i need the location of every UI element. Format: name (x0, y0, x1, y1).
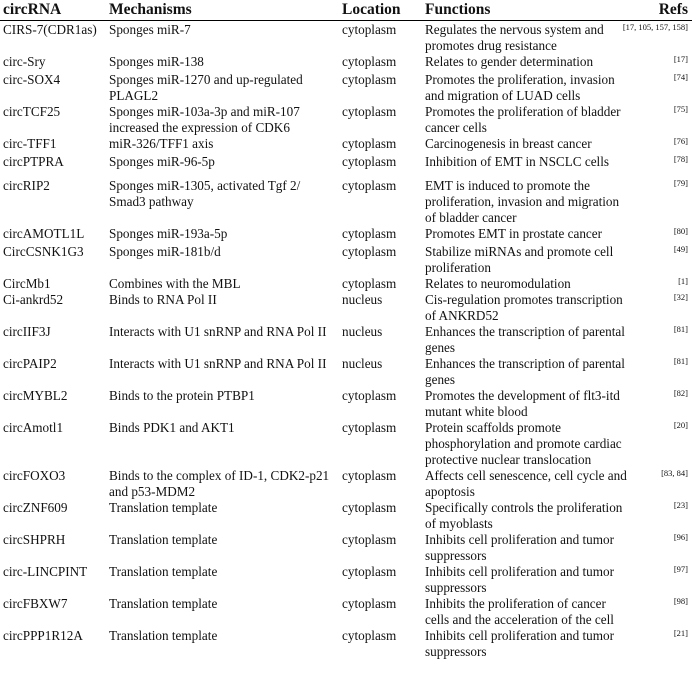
cell-mechanisms: Sponges miR-181b/d (109, 244, 221, 259)
header-circrna: circRNA (3, 1, 62, 18)
cell-functions: Promotes the proliferation, invasion and migration of LUAD cells (425, 72, 615, 103)
cell-location: nucleus (342, 292, 383, 307)
cell-mechanisms: Binds to the protein PTBP1 (109, 388, 255, 403)
cell-circrna: circFBXW7 (3, 596, 68, 611)
cell-location: cytoplasm (342, 154, 397, 169)
cell-functions: Enhances the transcription of parental genes (425, 324, 625, 355)
cell-circrna: circPAIP2 (3, 356, 57, 371)
cell-mechanisms: Translation template (109, 532, 218, 547)
cell-location: nucleus (342, 356, 383, 371)
cell-functions: Specifically controls the proliferation of myoblasts (425, 500, 623, 531)
cell-mechanisms: Combines with the MBL (109, 276, 241, 291)
cell-location: cytoplasm (342, 276, 397, 291)
cell-location: cytoplasm (342, 564, 397, 579)
cell-circrna: circFOXO3 (3, 468, 66, 483)
cell-functions: Promotes EMT in prostate cancer (425, 226, 603, 241)
cell-circrna: Ci-ankrd52 (3, 292, 64, 307)
cell-location: cytoplasm (342, 388, 397, 403)
cell-circrna: circ-LINCPINT (3, 564, 88, 579)
cell-circrna: circRIP2 (3, 178, 50, 193)
cell-functions: Inhibits the proliferation of cancer cells and the acceleration of the cell (425, 596, 614, 627)
table-header (0, 0, 692, 21)
cell-location: cytoplasm (342, 104, 397, 119)
cell-location: cytoplasm (342, 500, 397, 515)
cell-location: cytoplasm (342, 226, 397, 241)
cell-functions: Inhibits cell proliferation and tumor suppressors (425, 628, 614, 659)
cell-refs: [20] (673, 420, 688, 430)
header-rule (0, 20, 692, 21)
cell-refs: [97] (673, 564, 688, 574)
cell-refs: [75] (673, 104, 688, 114)
cell-mechanisms: Sponges miR-7 (109, 22, 191, 37)
cell-mechanisms: Sponges miR-193a-5p (109, 226, 228, 241)
cell-refs: [78] (673, 154, 688, 164)
cell-mechanisms: Binds to the complex of ID-1, CDK2-p21 and p53-MDM2 (109, 468, 330, 499)
cell-refs: [17, 105, 157, 158] (622, 22, 688, 32)
header-location: Location (342, 1, 401, 18)
cell-refs: [1] (678, 276, 688, 286)
cell-functions: Stabilize miRNAs and promote cell proliferation (425, 244, 614, 275)
cell-location: cytoplasm (342, 72, 397, 87)
cell-location: nucleus (342, 324, 383, 339)
cell-mechanisms: Sponges miR-138 (109, 54, 204, 69)
cell-mechanisms: Binds to RNA Pol II (109, 292, 217, 307)
cell-location: cytoplasm (342, 136, 397, 151)
cell-functions: Relates to neuromodulation (425, 276, 571, 291)
cell-mechanisms: Translation template (109, 564, 218, 579)
cell-refs: [98] (673, 596, 688, 606)
cell-functions: Promotes the development of flt3-itd mutant white blood (425, 388, 620, 419)
cell-refs: [49] (673, 244, 688, 254)
cell-functions: Regulates the nervous system and promotes drug resistance (425, 22, 604, 53)
cell-location: cytoplasm (342, 596, 397, 611)
cell-mechanisms: Sponges miR-1270 and up-regulated PLAGL2 (109, 72, 303, 103)
cell-location: cytoplasm (342, 54, 397, 69)
cell-refs: [23] (673, 500, 688, 510)
cell-mechanisms: Binds PDK1 and AKT1 (109, 420, 235, 435)
cell-functions: Relates to gender determination (425, 54, 594, 69)
cell-refs: [81] (673, 324, 688, 334)
cell-circrna: circIIF3J (3, 324, 51, 339)
cell-refs: [17] (673, 54, 688, 64)
cell-functions: Inhibits cell proliferation and tumor suppressors (425, 532, 614, 563)
cell-functions: Inhibits cell proliferation and tumor suppressors (425, 564, 614, 595)
cell-mechanisms: Translation template (109, 628, 218, 643)
cell-refs: [83, 84] (661, 468, 688, 478)
cell-refs: [74] (673, 72, 688, 82)
header-functions: Functions (425, 1, 491, 18)
header-refs: Refs (658, 1, 688, 18)
cell-functions: Protein scaffolds promote phosphorylation and promote cardiac protective nuclear translocation (425, 420, 622, 467)
cell-functions: Affects cell senescence, cell cycle and apoptosis (425, 468, 627, 499)
cell-circrna: CIRS-7(CDR1as) (3, 22, 97, 37)
cell-circrna: CircMb1 (3, 276, 51, 291)
cell-circrna: circ-Sry (3, 54, 46, 69)
cell-circrna: circ-SOX4 (3, 72, 61, 87)
cell-functions: Carcinogenesis in breast cancer (425, 136, 592, 151)
cell-mechanisms: Translation template (109, 596, 218, 611)
cell-refs: [21] (673, 628, 688, 638)
cell-refs: [79] (673, 178, 688, 188)
cell-mechanisms: Sponges miR-1305, activated Tgf 2/ Smad3 pathway (109, 178, 301, 209)
cell-mechanisms: Sponges miR-103a-3p and miR-107 increased the expression of CDK6 (109, 104, 300, 135)
cell-functions: Promotes the proliferation of bladder cancer cells (425, 104, 621, 135)
cell-refs: [96] (673, 532, 688, 542)
cell-functions: EMT is induced to promote the proliferation, invasion and migration of bladder cancer (425, 178, 620, 225)
cell-location: cytoplasm (342, 244, 397, 259)
cell-circrna: CircCSNK1G3 (3, 244, 84, 259)
cell-location: cytoplasm (342, 468, 397, 483)
cell-location: cytoplasm (342, 178, 397, 193)
cell-circrna: circPTPRA (3, 154, 64, 169)
header-mechanisms: Mechanisms (109, 1, 192, 18)
cell-circrna: circAMOTL1L (3, 226, 85, 241)
cell-location: cytoplasm (342, 628, 397, 643)
cell-functions: Inhibition of EMT in NSCLC cells (425, 154, 610, 169)
cell-mechanisms: Interacts with U1 snRNP and RNA Pol II (109, 356, 327, 371)
cell-circrna: circZNF609 (3, 500, 68, 515)
cell-mechanisms: miR-326/TFF1 axis (109, 136, 214, 151)
cell-mechanisms: Translation template (109, 500, 218, 515)
cell-mechanisms: Interacts with U1 snRNP and RNA Pol II (109, 324, 327, 339)
cell-circrna: circMYBL2 (3, 388, 68, 403)
cell-circrna: circAmotl1 (3, 420, 64, 435)
cell-functions: Enhances the transcription of parental genes (425, 356, 625, 387)
cell-location: cytoplasm (342, 532, 397, 547)
cell-refs: [82] (673, 388, 688, 398)
cell-circrna: circPPP1R12A (3, 628, 83, 643)
cell-refs: [32] (673, 292, 688, 302)
cell-mechanisms: Sponges miR-96-5p (109, 154, 215, 169)
cell-circrna: circSHPRH (3, 532, 66, 547)
cell-location: cytoplasm (342, 22, 397, 37)
cell-circrna: circ-TFF1 (3, 136, 57, 151)
cell-circrna: circTCF25 (3, 104, 61, 119)
cell-refs: [81] (673, 356, 688, 366)
cell-location: cytoplasm (342, 420, 397, 435)
cell-refs: [76] (673, 136, 688, 146)
cell-refs: [80] (673, 226, 688, 236)
cell-functions: Cis-regulation promotes transcription of ANKRD52 (425, 292, 623, 323)
